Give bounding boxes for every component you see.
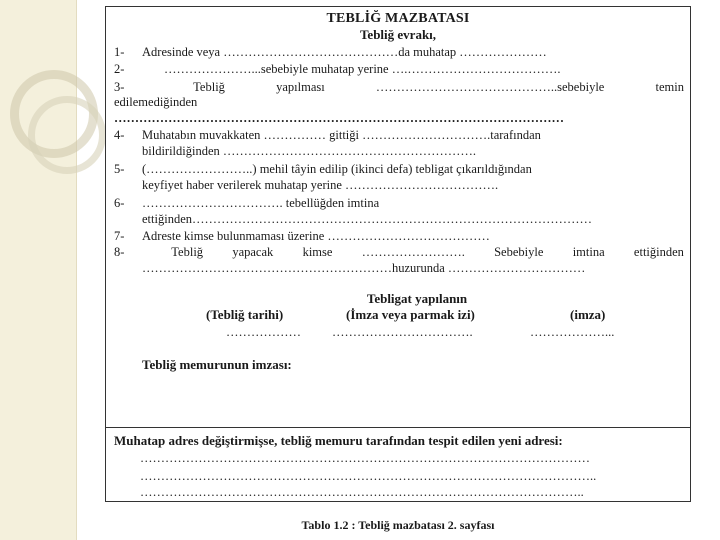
form-item-6-cont	[114, 212, 684, 227]
item-text: …………………...sebebiyle muhatap yerine ….……………………………….	[164, 62, 561, 76]
item-number: 7-	[114, 229, 125, 243]
item-word: temin	[655, 80, 684, 94]
item-word: imtina	[572, 245, 605, 259]
new-address-line-1: ………………………………………………………………………………………………	[140, 451, 590, 465]
item-number: 4-	[114, 128, 125, 142]
form-item-3-cont	[114, 95, 684, 110]
form-item-1	[114, 45, 684, 60]
item-text: bildirildiğinden …………………………………………………….	[142, 144, 477, 158]
decorative-ring	[28, 96, 106, 174]
item-word: Tebliğ	[171, 245, 204, 259]
item-text: ……………………………………………………huzurunda ……………………………	[142, 261, 586, 275]
item-word: ettiğinden	[633, 245, 684, 259]
officer-signature-label: Tebliğ memurunun imzası:	[142, 357, 292, 372]
item-number: 6-	[114, 196, 125, 210]
form-item-8-cont	[114, 261, 684, 276]
section-divider	[106, 427, 690, 428]
item-number: 2-	[114, 62, 125, 76]
item-text: ………………………………………………………………………………………………	[114, 111, 564, 125]
signature-col-sign: (İmza veya parmak izi)	[346, 307, 475, 322]
item-text: edilemediğinden	[114, 95, 198, 109]
item-text: (……………………..) mehil tâyin edilip (ikinci defa) tebligat çıkarıldığından	[142, 162, 532, 176]
document-title: TEBLİĞ MAZBATASI	[326, 11, 470, 26]
new-address-line-3: ……………………………………………………………………………………………..	[140, 485, 584, 499]
signature-dots-date: ………………	[226, 325, 301, 339]
new-address-title: Muhatap adres değiştirmişse, tebliğ memuru tarafından tespit edilen yeni adresi:	[114, 433, 563, 448]
item-text: Adresinde veya ……………………………………da muhatap …………………	[142, 45, 547, 59]
item-number: 3-	[114, 80, 125, 94]
item-text: ettiğinden……………………………………………………………………………………	[142, 212, 592, 226]
form-item-7	[114, 229, 684, 244]
item-number: 5-	[114, 162, 125, 176]
signature-dots-imza: ………………...	[530, 325, 615, 339]
item-word: yapılması	[276, 80, 325, 94]
signature-col-date: (Tebliğ tarihi)	[206, 307, 284, 322]
item-text: Adreste kimse bulunmaması üzerine …………………………………	[142, 229, 490, 243]
form-item-5-cont	[114, 178, 684, 193]
form-item-4	[114, 128, 684, 143]
form-item-5	[114, 162, 684, 177]
item-text: Muhatabın muvakkaten …………… gittiği ………………………….tarafından	[142, 128, 541, 142]
form-item-6	[114, 196, 684, 211]
document-form	[105, 6, 691, 502]
item-text: ……………………………. tebellüğden imtina	[142, 196, 380, 210]
decorative-left-strip	[0, 0, 77, 540]
item-text: keyfiyet haber verilerek muhatap yerine ……………………………….	[142, 178, 499, 192]
form-item-3	[114, 80, 684, 95]
form-item-3-dots	[114, 111, 684, 126]
item-word: Tebliğ	[193, 80, 225, 94]
form-item-8	[114, 245, 684, 260]
item-word: kimse	[302, 245, 333, 259]
item-word: …………………….	[361, 245, 465, 259]
table-caption: Tablo 1.2 : Tebliğ mazbatası 2. sayfası	[301, 518, 495, 532]
signature-dots-sign: …………………………….	[332, 325, 473, 339]
item-word: Sebebiyle	[494, 245, 544, 259]
new-address-line-2: ………………………………………………………………………………………………..	[140, 469, 597, 483]
document-subtitle: Tebliğ evrakı,	[359, 27, 437, 42]
signature-header: Tebligat yapılanın	[366, 291, 468, 306]
form-item-2	[114, 62, 684, 77]
form-item-4-cont	[114, 144, 684, 159]
item-word: yapacak	[232, 245, 274, 259]
signature-col-imza: (imza)	[570, 307, 606, 322]
item-number: 1-	[114, 45, 125, 59]
item-number: 8-	[114, 245, 125, 259]
item-word: ……………………………………..sebebiyle	[375, 80, 605, 94]
